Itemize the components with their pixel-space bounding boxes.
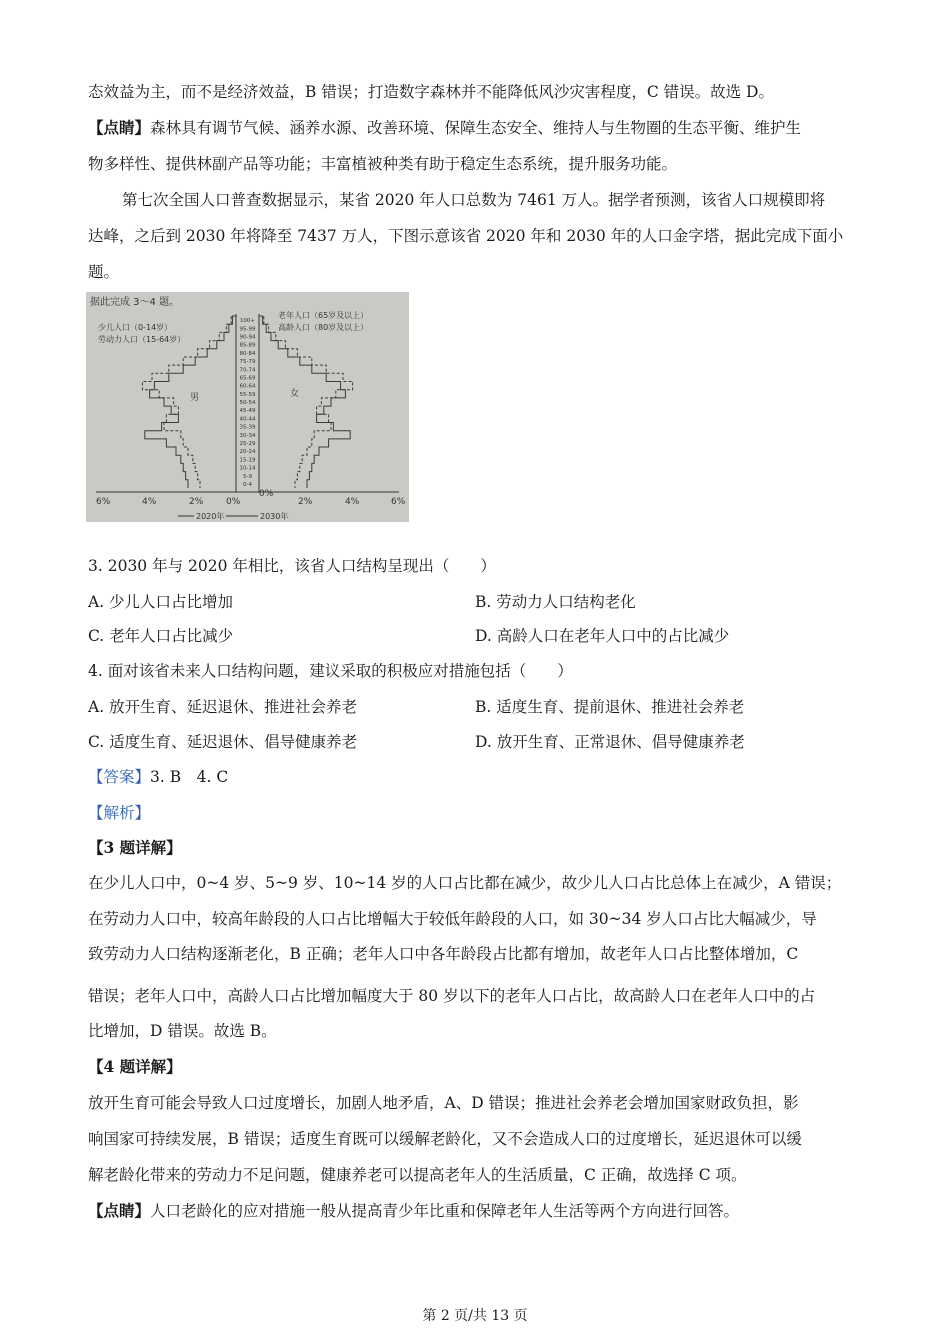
age-group-label: 50-54 — [239, 400, 256, 407]
q3-option-a: A. 少儿人口占比增加 — [88, 593, 234, 611]
question-3-stem: 3. 2030 年与 2020 年相比，该省人口结构呈现出（ ） — [88, 557, 496, 575]
age-group-label: 15-19 — [239, 457, 256, 464]
x-tick-label: 4% — [345, 497, 360, 507]
jiexi-heading: 【解析】 — [88, 804, 151, 822]
x-tick-label: 0% — [226, 497, 241, 507]
detail-3-line: 比增加，D 错误。故选 B。 — [88, 1022, 277, 1040]
detail-4-title: 【4 题详解】 — [88, 1057, 182, 1076]
female-label: 女 — [290, 389, 300, 399]
age-group-label: 40-44 — [239, 416, 256, 423]
page-footer: 第 2 页/共 13 页 — [422, 1308, 528, 1324]
paragraph-line: 态效益为主，而不是经济效益，B 错误；打造数字森林并不能降低风沙灾害程度，C 错误。故选 D。 — [88, 83, 774, 101]
dianjing-block-1 — [88, 118, 801, 138]
x-tick-label: 2% — [189, 497, 204, 507]
x-tick-label: 0% — [259, 489, 274, 499]
age-group-label: 5-9 — [243, 473, 252, 480]
dianjing-text-line: 物多样性、提供林副产品等功能；丰富植被种类有助于稳定生态系统，提升服务功能。 — [88, 155, 678, 173]
age-group-label: 85-89 — [239, 342, 256, 349]
q3-option-c: C. 老年人口占比减少 — [88, 627, 234, 645]
intro-line: 第七次全国人口普查数据显示，某省 2020 年人口总数为 7461 万人。据学者预测，该省人口规模即将 — [122, 191, 826, 209]
pyramid-step-outline — [259, 316, 350, 488]
detail-3-line: 在劳动力人口中，较高年龄段的人口占比增幅大于较低年龄段的人口，如 30~34 岁人口占比大幅减少，导 — [88, 910, 817, 928]
detail-4-line: 放开生育可能会导致人口过度增长，加剧人地矛盾，A、D 错误；推进社会养老会增加国家财政负担，影 — [88, 1094, 799, 1112]
age-group-label: 45-49 — [239, 408, 256, 415]
dianjing-block-2 — [88, 1201, 739, 1221]
q3-option-d: D. 高龄人口在老年人口中的占比减少 — [475, 627, 730, 645]
x-tick-label: 6% — [391, 497, 406, 507]
age-group-label: 95-99 — [239, 326, 256, 333]
detail-4-line: 解老龄化带来的劳动力不足问题，健康养老可以提高老年人的生活质量，C 正确，故选择 C 项。 — [88, 1166, 747, 1184]
age-group-label: 100+ — [239, 318, 256, 325]
legend-2030: 2030年 — [260, 512, 289, 521]
age-group-label: 30-34 — [239, 432, 256, 439]
detail-4-line: 响国家可持续发展，B 错误；适度生育既可以缓解老龄化，又不会造成人口的过度增长，延迟退休可以缓 — [88, 1130, 802, 1148]
dianjing-tag: 【点睛】 — [88, 1201, 151, 1220]
answer-tag: 【答案】 — [88, 768, 151, 786]
pyramid-step-outline — [259, 316, 353, 488]
male-label: 男 — [190, 393, 200, 403]
detail-3-title: 【3 题详解】 — [88, 838, 182, 857]
intro-line: 达峰，之后到 2030 年将降至 7437 万人，下图示意该省 2020 年和 2030 年的人口金字塔，据此完成下面小 — [88, 227, 844, 245]
population-pyramid-chart — [86, 292, 409, 522]
legend-labor: 劳动力人口（15-64岁） — [98, 335, 186, 344]
age-group-label: 10-14 — [239, 465, 256, 472]
q4-option-d: D. 放开生育、正常退休、倡导健康养老 — [475, 733, 745, 751]
age-group-label: 25-29 — [239, 441, 256, 447]
x-tick-label: 4% — [142, 497, 157, 507]
q4-option-c: C. 适度生育、延迟退休、倡导健康养老 — [88, 733, 358, 751]
age-group-label: 35-39 — [239, 424, 256, 431]
dianjing-tag: 【点睛】 — [88, 118, 151, 137]
q3-option-b: B. 劳动力人口结构老化 — [475, 593, 636, 611]
legend-elderly: 老年人口（65岁及以上） — [278, 311, 369, 320]
year-legend — [178, 511, 288, 521]
answer-text: 3. B 4. C — [150, 768, 229, 786]
age-group-label: 75-79 — [239, 359, 256, 366]
question-4-stem: 4. 面对该省未来人口结构问题，建议采取的积极应对措施包括（ ） — [88, 662, 573, 680]
age-group-label: 90-94 — [239, 334, 256, 341]
dianjing-text: 森林具有调节气候、涵养水源、改善环境、保障生态安全、维持人与生物圈的生态平衡、维护生 — [150, 119, 802, 137]
age-group-label: 70-74 — [239, 367, 256, 374]
dianjing-text: 人口老龄化的应对措施一般从提高青少年比重和保障老年人生活等两个方向进行回答。 — [150, 1202, 740, 1220]
legend-very-old: 高龄人口（80岁及以上） — [278, 323, 369, 332]
legend-2020: 2020年 — [196, 512, 225, 521]
age-group-label: 0-4 — [243, 481, 252, 488]
intro-line: 题。 — [88, 263, 120, 281]
detail-3-line: 错误；老年人口中，高龄人口占比增加幅度大于 80 岁以下的老年人口占比，故高龄人口在老年人口中的占 — [88, 987, 816, 1005]
x-tick-label: 6% — [96, 497, 111, 507]
age-group-label: 20-24 — [239, 449, 256, 456]
age-group-label: 55-59 — [239, 391, 256, 398]
age-group-label: 65-69 — [239, 375, 256, 382]
age-group-label: 80-84 — [239, 350, 256, 357]
legend-child: 少儿人口（0-14岁） — [98, 323, 173, 332]
q4-option-a: A. 放开生育、延迟退休、推进社会养老 — [88, 698, 358, 716]
q4-option-b: B. 适度生育、提前退休、推进社会养老 — [475, 698, 745, 716]
age-labels — [240, 318, 256, 488]
age-group-label: 60-64 — [239, 383, 256, 390]
detail-3-line: 在少儿人口中，0~4 岁、5~9 岁、10~14 岁的人口占比都在减少，故少儿人口占比总体上在减少，A 错误； — [88, 874, 842, 892]
population-pyramid-figure — [86, 292, 409, 522]
figure-header: 据此完成 3～4 题。 — [90, 297, 180, 308]
answer-line — [88, 767, 228, 787]
x-tick-label: 2% — [298, 497, 313, 507]
detail-3-line: 致劳动力人口结构逐渐老化，B 正确；老年人口中各年龄段占比都有增加，故老年人口占比整体增加，C — [88, 945, 799, 963]
